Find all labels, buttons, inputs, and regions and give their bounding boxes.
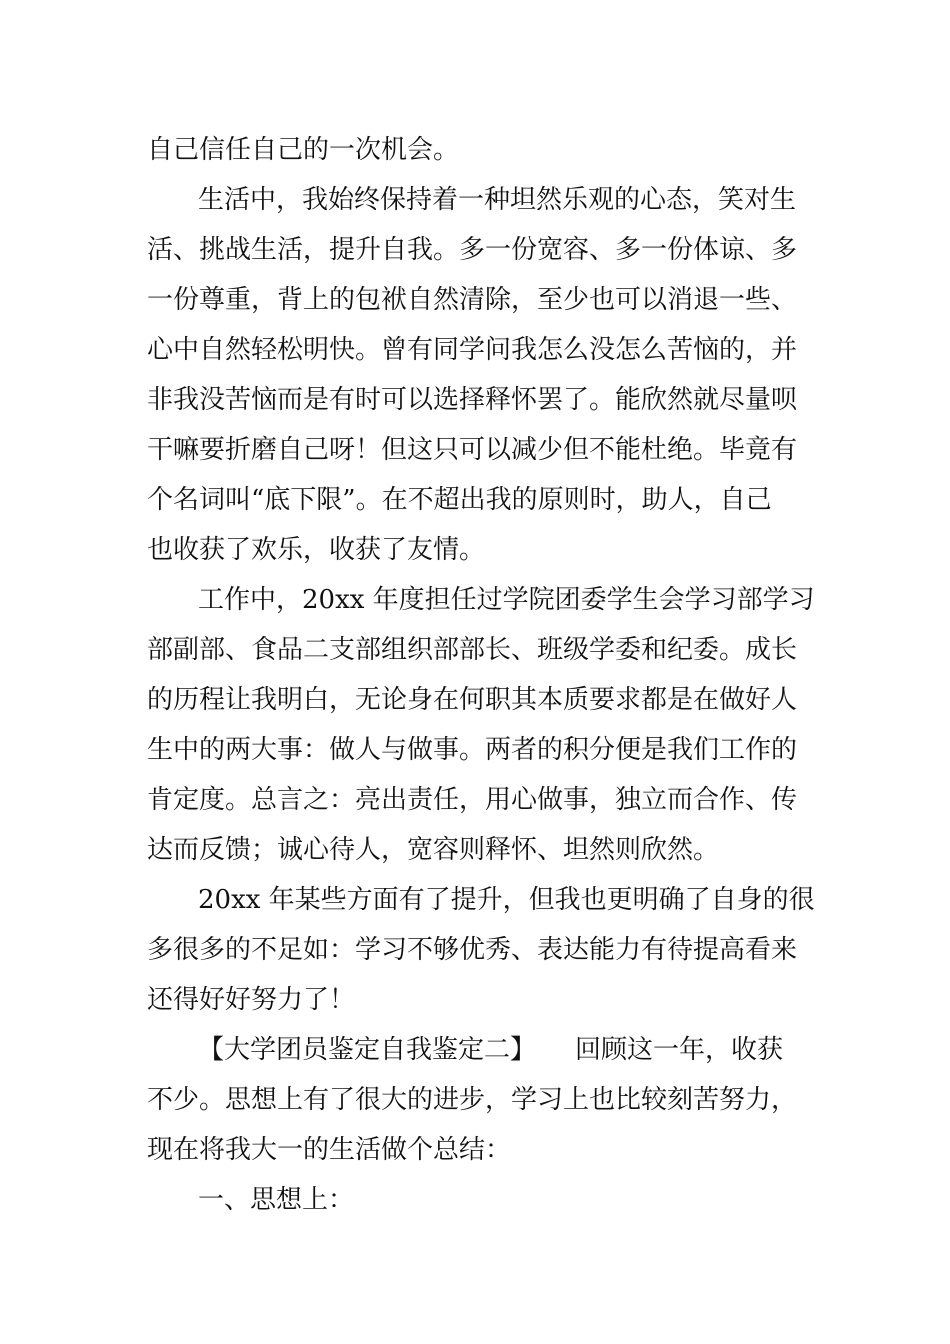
text-line: 也收获了欢乐，收获了友情。 <box>147 535 486 565</box>
text-line: 非我没苦恼而是有时可以选择释怀罢了。能欣然就尽量呗 <box>147 385 798 415</box>
text-line: 还得好好努力了！ <box>147 985 356 1015</box>
text-line: 活、挑战生活，提升自我。多一份宽容、多一份体谅、多 <box>147 235 798 265</box>
text-line: 现在将我大一的生活做个总结： <box>147 1135 512 1165</box>
text-line: 干嘛要折磨自己呀！但这只可以减少但不能杜绝。毕竟有 <box>147 435 798 465</box>
subsection-heading-line: 一、思想上： <box>198 1185 355 1215</box>
paragraph-start-line: 生活中，我始终保持着一种坦然乐观的心态，笑对生 <box>198 185 797 215</box>
paragraph-start-line: 20xx 年某些方面有了提升，但我也更明确了自身的很 <box>198 885 815 915</box>
text-line: 不少。思想上有了很大的进步，学习上也比较刻苦努力， <box>147 1085 798 1115</box>
text-line: 个名词叫“底下限”。在不超出我的原则时，助人，自己 <box>147 485 772 515</box>
text-line: 心中自然轻松明快。曾有同学问我怎么没怎么苦恼的，并 <box>147 335 798 365</box>
text-line: 部副部、食品二支部组织部部长、班级学委和纪委。成长 <box>147 635 798 665</box>
text-line: 的历程让我明白，无论身在何职其本质要求都是在做好人 <box>147 685 798 715</box>
text-line: 多很多的不足如：学习不够优秀、表达能力有待提高看来 <box>147 935 798 965</box>
text-line: 自己信任自己的一次机会。 <box>147 135 460 165</box>
text-line: 一份尊重，背上的包袱自然清除，至少也可以消退一些、 <box>147 285 798 315</box>
text-line: 达而反馈；诚心待人，宽容则释怀、坦然则欣然。 <box>147 835 720 865</box>
section-heading-line: 【大学团员鉴定自我鉴定二】 回顾这一年，收获 <box>198 1035 784 1065</box>
paragraph-start-line: 工作中，20xx 年度担任过学院团委学生会学习部学习 <box>198 585 815 615</box>
text-line: 肯定度。总言之：亮出责任，用心做事，独立而合作、传 <box>147 785 798 815</box>
text-line: 生中的两大事：做人与做事。两者的积分便是我们工作的 <box>147 735 798 765</box>
